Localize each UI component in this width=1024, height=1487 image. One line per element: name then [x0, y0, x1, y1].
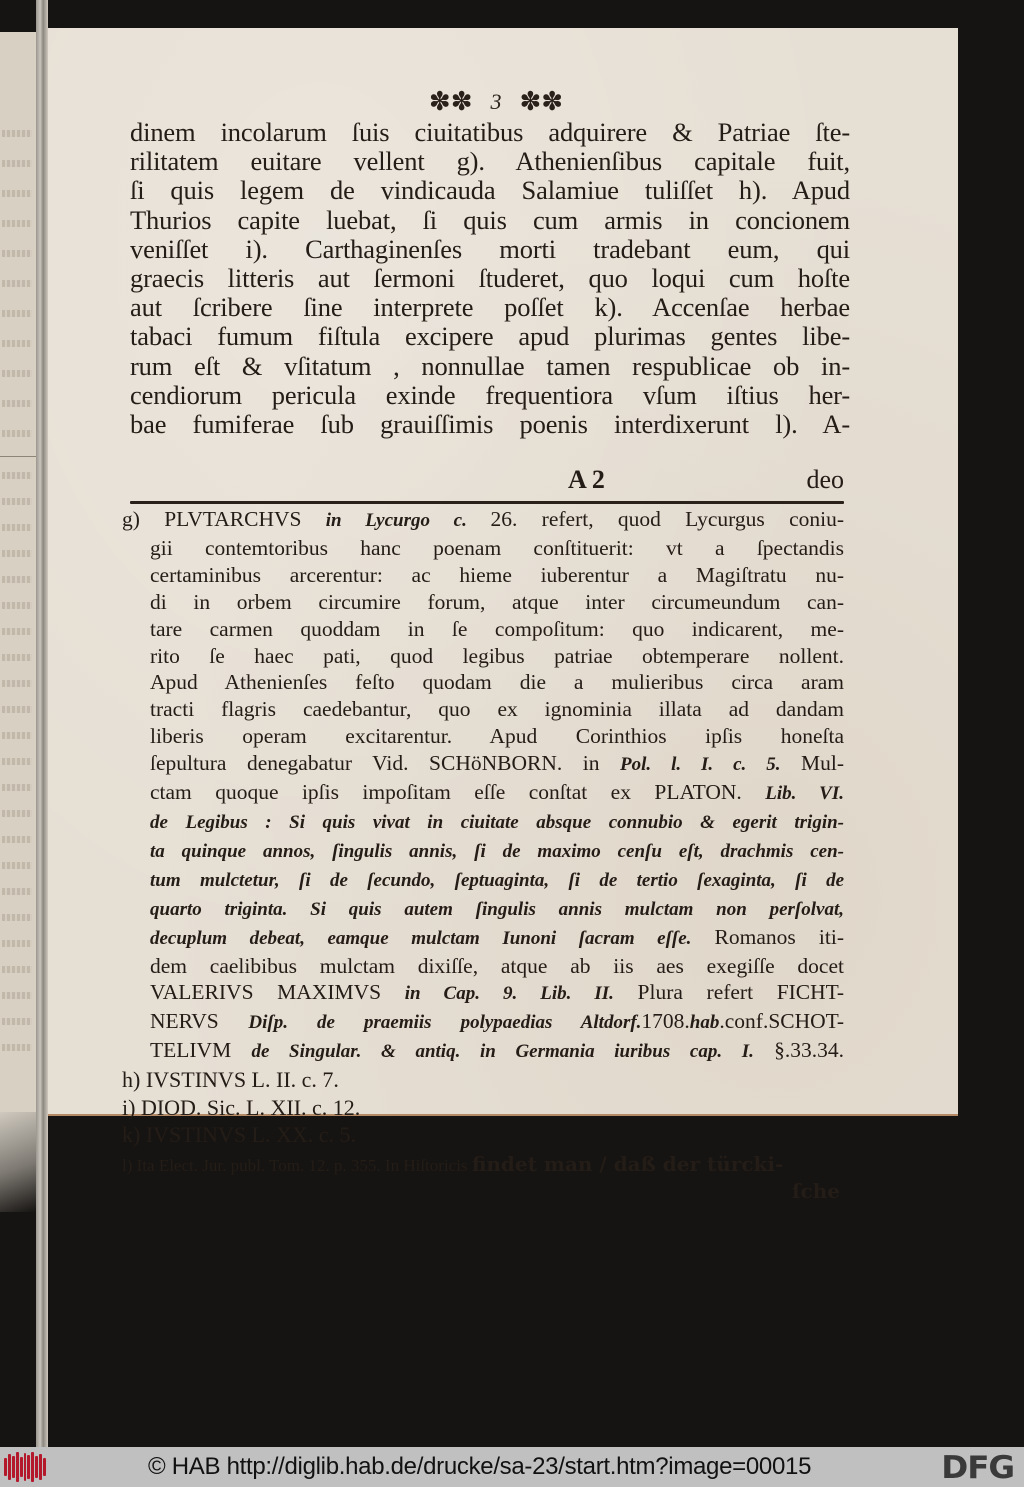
- footnote-line: decuplum debeat, eamque mulctam Iunoni ſacram eſſe. Romanos iti-: [150, 924, 844, 949]
- footnote-line: dem caelibibus mulctam dixiſſe, atque ab iis aes exegiſſe docet: [150, 953, 844, 978]
- flower-ornament-icon: ✽✽: [428, 87, 473, 116]
- footnote-line: VALERIVS MAXIMVS in Cap. 9. Lib. II. Plura refert FICHT-: [150, 980, 844, 1005]
- body-line: ſi quis legem de vindicauda Salamiue tuliſſet h). Apud: [130, 175, 850, 206]
- body-line: veniſſet i). Carthaginenſes morti tradebant eum, qui: [130, 233, 850, 264]
- book-spine: [36, 0, 48, 1447]
- hab-logo-icon: [4, 1452, 46, 1482]
- body-line: dinem incolarum ſuis ciuitatibus adquirere & Patriae ſte-: [130, 117, 850, 147]
- footnote-italic-quote-line: quarto triginta. Si quis autem ſingulis annis mulctam non perſolvat,: [150, 898, 844, 920]
- footnote-line: Apud Athenienſes feſto quodam die a mulieribus circa aram: [150, 670, 844, 695]
- footer-bar: [0, 1447, 1024, 1487]
- body-line: aut ſcribere ſine interprete poſſet k). Accenſae herbae: [130, 292, 850, 323]
- footnote-line: TELIVM de Singular. & antiq. in Germania iuribus cap. I. §.33.34.: [150, 1038, 844, 1063]
- body-line: cendiorum pericula exinde frequentiora vſum iſtius her-: [130, 379, 850, 410]
- footnote-italic-quote-line: ta quinque annos, ſingulis annis, ſi de maximo cenſu eſt, drachmis cen-: [150, 840, 844, 862]
- signature-mark: A 2: [568, 465, 605, 494]
- page-header: [386, 88, 606, 116]
- body-line: rum eſt & vſitatum , nonnullae tamen respublicae ob in-: [130, 350, 850, 381]
- footnote-line: tracti flagris caedebantur, quo ex ignominia illata ad dandam: [150, 697, 844, 722]
- footnote-l-continuation: ſche: [791, 1178, 840, 1203]
- footnote-italic-quote-line: de Legibus : Si quis vivat in ciuitate absque connubio & egerit trigin-: [150, 811, 844, 833]
- previous-page-strip: [0, 32, 36, 1112]
- footnote-line: ſepultura denegabatur Vid. SCHöNBORN. in Pol. l. I. c. 5. Mul-: [150, 751, 844, 776]
- footnote-k: k) IVSTINVS L. XX. c. 5.: [122, 1122, 357, 1148]
- body-line: Thurios capite luebat, ſi quis cum armis in concionem: [130, 204, 850, 235]
- page-number: 3: [490, 89, 502, 114]
- footnote-line: NERVS Diſp. de praemiis polypaedias Altdorf.1708.hab.conf.SCHOT-: [150, 1009, 844, 1034]
- body-line: rilitatem euitare vellent g). Athenienſibus capitale fuit,: [130, 146, 850, 177]
- page-curl-shadow: [0, 1112, 36, 1212]
- footnotes: [122, 506, 844, 1203]
- body-line: graecis litteris aut ſermoni ſtuderet, quo loqui cum hoſte: [130, 263, 850, 294]
- footnote-line: certaminibus arcerentur: ac hieme iuberentur a Magiſtratu nu-: [150, 562, 844, 587]
- flower-ornament-icon: ✽✽: [519, 87, 564, 116]
- footnote-i: i) DIOD. Sic. L. XII. c. 12.: [122, 1094, 361, 1120]
- footnote-g: [122, 506, 844, 1066]
- catchword-line: [130, 465, 844, 495]
- footnote-line: g) PLVTARCHVS in Lycurgo c. 26. refert, quod Lycurgus coniu-: [122, 507, 845, 531]
- footnote-line: tare carmen quoddam in ſe compoſitum: quo indicarent, me-: [150, 616, 844, 641]
- footnote-h: h) IVSTINVS L. II. c. 7.: [122, 1067, 339, 1093]
- footnote-line: gii contemtoribus hanc poenam conſtituerit: vt a ſpectandis: [150, 535, 844, 560]
- footnote-line: ctam quoque ipſis impoſitam eſſe conſtat ex PLATON. Lib. VI.: [150, 780, 844, 805]
- body-line: tabaci fumum fiſtula excipere apud plurimas gentes libe-: [130, 321, 850, 352]
- body-line: bae fumiferae ſub grauiſſimis poenis interdixerunt l). A-: [130, 409, 850, 440]
- dfg-logo-icon: DFG: [940, 1450, 1014, 1486]
- footnote-italic-quote-line: tum mulctetur, ſi de ſecundo, ſeptuaginta, ſi de tertio ſexaginta, ſi de: [150, 869, 844, 891]
- document-page: [48, 28, 958, 1203]
- footnote-separator-rule: [130, 501, 844, 504]
- footnote-l: l) Ita Elect. Jur. publ. Tom. 12. p. 355. In Hiſtoricis findet man / daß der türcki-: [122, 1151, 784, 1176]
- copyright-link[interactable]: © HAB http://diglib.hab.de/drucke/sa-23/start.htm?image=00015: [148, 1453, 812, 1480]
- footnote-line: di in orbem circumire forum, atque inter circumeundum can-: [150, 589, 844, 614]
- catchword: deo: [806, 465, 844, 494]
- main-body-text: [130, 118, 850, 439]
- footnote-line: rito ſe haec pati, quod legibus patriae obtemperare nollent.: [150, 643, 844, 668]
- footnote-line: liberis operam excitarentur. Apud Corinthios ipſis honeſta: [150, 724, 844, 749]
